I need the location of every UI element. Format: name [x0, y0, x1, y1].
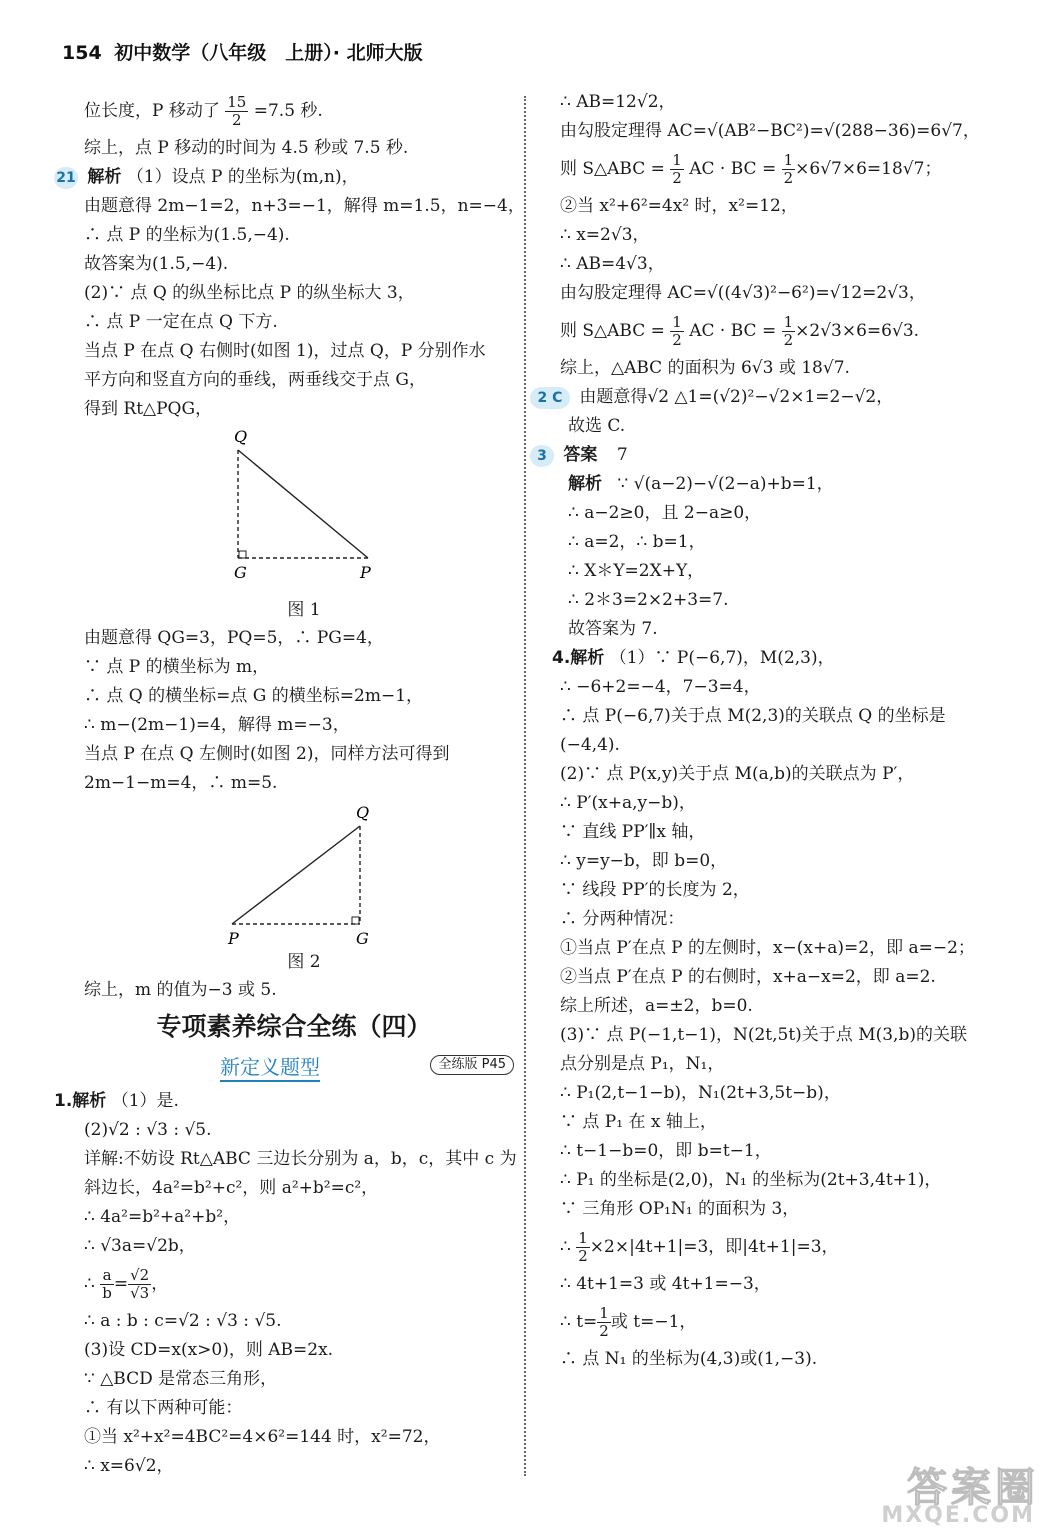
question-21-header: 21 解析 （1）设点 P 的坐标为(m,n)， [54, 163, 524, 192]
text-line: ∵ 三角形 OP₁N₁ 的面积为 3， [560, 1199, 800, 1219]
question-4-header: 4.解析 （1）∵ P(−6,7)，M(2,3)， [552, 648, 835, 668]
watermark-text: 答案圈 [907, 1465, 1039, 1511]
text-line: (3)设 CD=x(x>0)，则 AB=2x. [84, 1340, 334, 1360]
right-angle-mark [239, 551, 246, 558]
text-line: ∴ 点 Q 的横坐标=点 G 的横坐标=2m−1， [84, 686, 424, 706]
text-line: 位长度，P 移动了 $\frac{15}{2}$ =7.5 秒. [84, 93, 323, 129]
text-line: ∴ 4t+1=3 或 4t+1=−3， [560, 1274, 771, 1294]
text-line: 斜边长，4a²=b²+c²，则 a²+b²=c²， [84, 1178, 379, 1198]
column-divider [524, 96, 526, 1476]
text-line: ∴ √3a=√2b， [84, 1236, 196, 1256]
fraction: $\frac{a}{b}$ [102, 1266, 112, 1302]
text-line: ∴ a−2≥0，且 2−a≥0， [568, 503, 762, 523]
figure-2-diagram [84, 798, 524, 948]
text-line: (2)∵ 点 P(x,y)关于点 M(a,b)的关联点为 P′， [560, 764, 915, 784]
figure-1-diagram [84, 424, 524, 596]
text-line: ∴ AB=4√3， [560, 254, 665, 274]
label-p: P [228, 929, 239, 948]
text-line: 故选 C. [568, 416, 626, 436]
text-line: 解析 ∵ √(a−2)−√(2−a)+b=1， [568, 474, 834, 494]
figure-2 [84, 798, 524, 948]
section-title: 专项素养综合全练（四） [156, 1012, 432, 1041]
text-line: (3)∵ 点 P(−1,t−1)，N(2t,5t)关于点 M(3,b)的关联 [560, 1025, 967, 1045]
text-line: 由题意得 2m−1=2，n+3=−1，解得 m=1.5，n=−4， [84, 196, 525, 216]
text-line: ∴ $\frac{a}{b}$ = $\frac{√2}{√3}$ ， [84, 1266, 169, 1302]
question-number-badge: 3 [530, 445, 554, 467]
text-line: ∵ △BCD 是常态三角形， [84, 1369, 278, 1389]
text-line: ∴ a : b : c=√2 : √3 : √5. [84, 1311, 282, 1331]
text-line: ∴ X＊Y=2X+Y， [568, 561, 705, 581]
text-line: 点分别是点 P₁，N₁， [560, 1054, 725, 1074]
right-angle-mark [352, 917, 359, 924]
right-column [537, 88, 1020, 1374]
answer-label: 答案 [563, 445, 598, 465]
text-line: ②当点 P′在点 P 的右侧时，x+a−x=2，即 a=2. [560, 967, 936, 987]
text-line: 由勾股定理得 AC=√((4√3)²−6²)=√12=2√3， [560, 283, 926, 303]
fraction: $\frac{15}{2}$ [227, 93, 247, 129]
label-q: Q [356, 803, 370, 822]
text-line: ∴ 点 P 的坐标为(1.5,−4). [84, 225, 290, 245]
label-g: G [234, 563, 247, 582]
text-line: ∴ $\frac{1}{2}$ ×2×|4t+1|=3，即|4t+1|=3， [560, 1229, 839, 1265]
text-line: ②当 x²+6²=4x² 时，x²=12， [560, 196, 798, 216]
figure-2-caption: 图 2 [287, 952, 321, 972]
analysis-label: 解析 [568, 474, 602, 494]
question-number: 1. [54, 1091, 73, 1111]
text-line: ∴ P′(x+a,y−b)， [560, 793, 696, 813]
text-line: 详解:不妨设 Rt△ABC 三边长分别为 a，b，c，其中 c 为 [84, 1149, 517, 1169]
text-line: 则 S△ABC = $\frac{1}{2}$ AC · BC = $\frac{1}{2}$ ×6√7×6=18√7； [560, 151, 942, 187]
question-3-header [530, 441, 1020, 470]
fraction: $\frac{1}{2}$ [672, 313, 682, 349]
analysis-label: 解析 [87, 167, 122, 187]
watermark-url: MXQE.COM [881, 1503, 1035, 1528]
text-line: ∴ −6+2=−4，7−3=4， [560, 677, 761, 697]
text-line: ∴ x=6√2， [84, 1456, 174, 1476]
analysis-label: 解析 [570, 648, 605, 668]
fraction: $\frac{1}{2}$ [599, 1304, 609, 1340]
label-p: P [360, 563, 371, 582]
text-line: ∴ P₁ 的坐标是(2,0)，N₁ 的坐标为(2t+3,4t+1)， [560, 1170, 942, 1190]
text-line: ∴ 有以下两种可能： [84, 1398, 243, 1418]
text-line: 则 S△ABC = $\frac{1}{2}$ AC · BC = $\frac{1}{2}$ ×2√3×6=6√3. [560, 313, 920, 349]
text-line: 由题意得 QG=3，PQ=5，∴ PG=4， [84, 628, 384, 648]
text-line: 综上，△ABC 的面积为 6√3 或 18√7. [560, 358, 850, 378]
text-line: 由勾股定理得 AC=√(AB²−BC²)=√(288−36)=6√7， [560, 121, 980, 141]
question-2-header: 2 C 由题意得√2 △1=(√2)²−√2×1=2−√2， [530, 383, 1020, 412]
text-line: ∴ y=y−b，即 b=0， [560, 851, 728, 871]
book-title: 初中数学（八年级 上册）· 北师大版 [114, 42, 423, 64]
text-line: ∴ x=2√3， [560, 225, 650, 245]
analysis-label: 解析 [72, 1091, 107, 1111]
text-line: ∴ 点 N₁ 的坐标为(4,3)或(1,−3). [560, 1349, 818, 1369]
text-line: ∵ 线段 PP′的长度为 2， [560, 880, 750, 900]
question-number: 4. [552, 648, 571, 668]
text-line: ∴ a=2，∴ b=1， [568, 532, 706, 552]
text-line: 当点 P 在点 Q 右侧时(如图 1)，过点 Q，P 分别作水 [84, 341, 486, 361]
text-line: ∵ 点 P 的横坐标为 m， [84, 657, 270, 677]
text-line: ∵ 点 P₁ 在 x 轴上， [560, 1112, 717, 1132]
answer-value: 7 [616, 445, 628, 465]
page-reference-tag: 全练版 P45 [430, 1055, 514, 1075]
text-line: ∴ P₁(2,t−1−b)，N₁(2t+3,5t−b)， [560, 1083, 841, 1103]
text-line: (2)∵ 点 Q 的纵坐标比点 P 的纵坐标大 3， [84, 283, 415, 303]
text-line: 故答案为 7. [568, 619, 658, 639]
text-line: 当点 P 在点 Q 左侧时(如图 2)，同样方法可得到 [84, 744, 450, 764]
text-line: ∴ m−(2m−1)=4，解得 m=−3， [84, 715, 350, 735]
text-line: ∴ AB=12√2， [560, 92, 676, 112]
text-line: ∴ 点 P 一定在点 Q 下方. [84, 312, 278, 332]
text-line: ∴ 分两种情况： [560, 909, 685, 929]
left-column [54, 88, 525, 1481]
figure-1-caption: 图 1 [287, 600, 321, 620]
fraction: $\frac{1}{2}$ [783, 313, 794, 349]
page-number: 154 [62, 42, 102, 64]
text-line: ∵ 直线 PP′∥x 轴， [560, 822, 706, 842]
text-line: ∴ 2＊3=2×2+3=7. [568, 590, 729, 610]
text-line: 2m−1−m=4，∴ m=5. [84, 773, 278, 793]
fraction: $\frac{1}{2}$ [578, 1229, 588, 1265]
text-line: ∴ 4a²=b²+a²+b²， [84, 1207, 241, 1227]
question-1-header: 1.解析 （1）是. [54, 1091, 179, 1111]
text-line: ∴ t−1−b=0，即 b=t−1， [560, 1141, 772, 1161]
text-line: ①当 x²+x²=4BC²=4×6²=144 时，x²=72， [84, 1427, 441, 1447]
fraction: $\frac{√2}{√3}$ [130, 1266, 150, 1302]
text-line: 综上，点 P 移动的时间为 4.5 秒或 7.5 秒. [84, 138, 409, 158]
section-subtitle-row [84, 1049, 524, 1087]
text-line: 得到 Rt△PQG， [84, 399, 213, 419]
text-line: ∴ 点 P(−6,7)关于点 M(2,3)的关联点 Q 的坐标是 [560, 706, 946, 726]
label-g: G [356, 929, 369, 948]
label-q: Q [234, 427, 248, 446]
question-number-badge: 21 [54, 167, 78, 189]
watermark-logo [873, 1456, 1043, 1528]
text-line: 综上，m 的值为−3 或 5. [84, 980, 277, 1000]
section-subtitle: 新定义题型 [220, 1051, 320, 1082]
page-header [62, 38, 423, 65]
fraction: $\frac{1}{2}$ [783, 151, 794, 187]
text-line: ①当点 P′在点 P 的左侧时，x−(x+a)=2，即 a=−2； [560, 938, 975, 958]
segment-pq [232, 826, 360, 924]
text-line: 平方向和竖直方向的垂线，两垂线交于点 G， [84, 370, 426, 390]
text-line: (2)√2 : √3 : √5. [84, 1120, 212, 1140]
segment-qp [238, 450, 368, 558]
question-number-badge: 2 C [530, 387, 570, 409]
text-line: ∴ t= $\frac{1}{2}$ 或 t=−1， [560, 1304, 697, 1340]
text-line: 故答案为(1.5,−4). [84, 254, 229, 274]
figure-1 [84, 424, 524, 596]
text-line: (−4,4). [560, 735, 620, 755]
fraction: $\frac{1}{2}$ [672, 151, 682, 187]
text-line: 综上所述，a=±2，b=0. [560, 996, 753, 1016]
